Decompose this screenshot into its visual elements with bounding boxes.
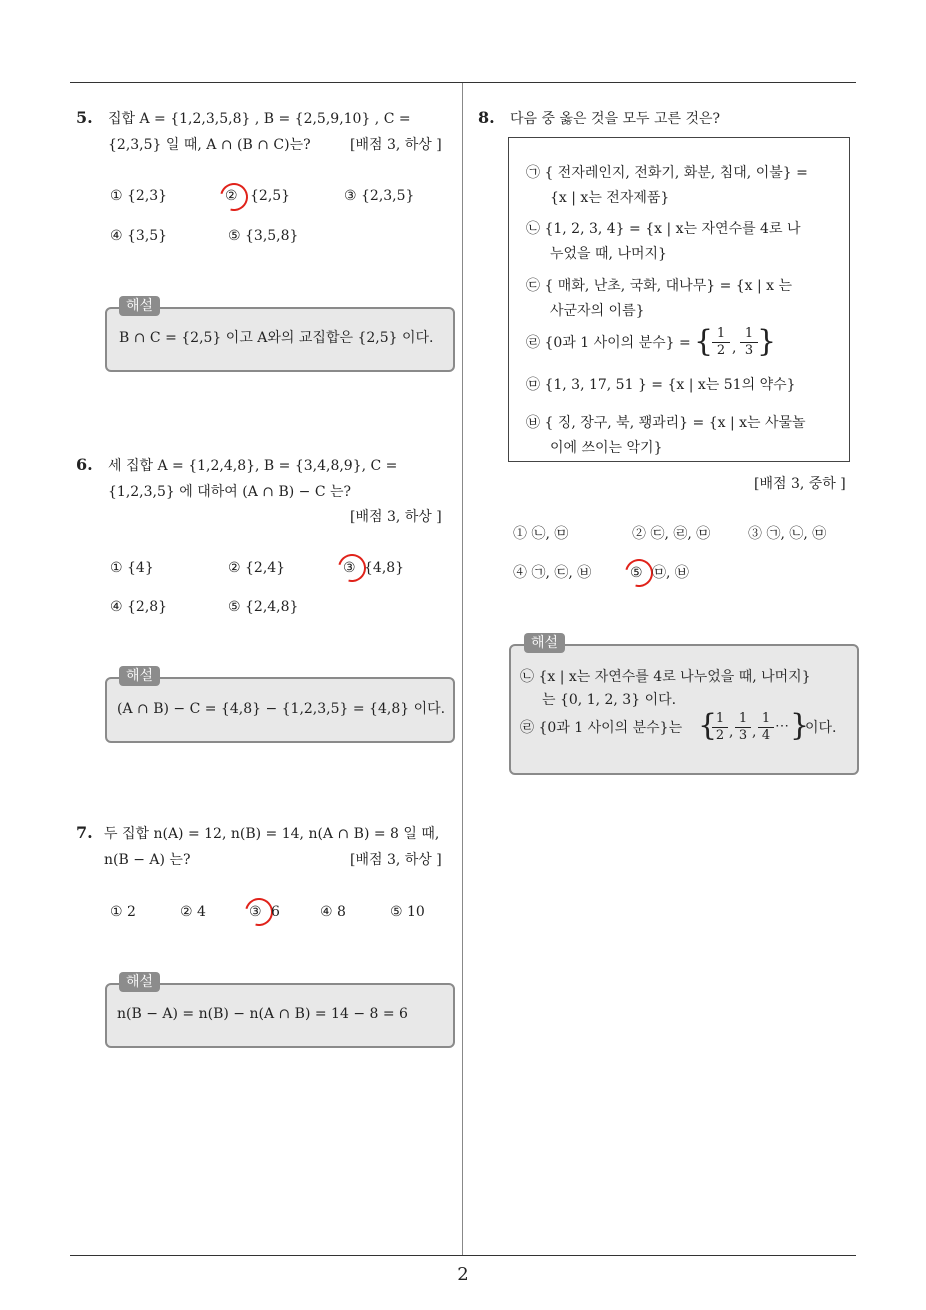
fraction	[740, 326, 758, 359]
option-2-number[interactable]: ②	[225, 188, 238, 204]
question-text-line1: 집합 A = {1,2,3,5,8} , B = {2,5,9,10} , C =	[108, 111, 411, 127]
fraction-denominator: 2	[712, 727, 728, 744]
question-text-line1: 두 집합 n(A) = 12, n(B) = 14, n(A ∩ B) = 8 일 때,	[104, 826, 440, 842]
right-brace: }	[790, 708, 810, 743]
option-3[interactable]: ③ ㉠, ㉡, ㉤	[748, 526, 827, 542]
statement-c-cont: 사군자의 이름}	[550, 303, 645, 319]
question-text-line2: n(B − A) 는?	[104, 852, 191, 868]
statement-e: ㉤ {1, 3, 17, 51 } = {x | x는 51의 약수}	[526, 377, 796, 393]
fraction-denominator: 3	[735, 727, 751, 744]
statement-b-cont: 누었을 때, 나머지}	[550, 246, 667, 262]
option-4[interactable]: ④ {3,5}	[110, 228, 168, 244]
option-2[interactable]: ② {2,4}	[228, 560, 286, 576]
score-meta: [배점 3, 하상 ]	[350, 137, 442, 153]
fraction-numerator: 1	[715, 711, 725, 726]
fraction-denominator: 2	[712, 342, 730, 359]
option-1[interactable]: ① ㉡, ㉤	[513, 526, 569, 542]
statement-a: ㉠ { 전자레인지, 전화기, 화분, 침대, 이불} =	[526, 165, 808, 181]
solution-line-3: ㉣ {0과 1 사이의 분수}는	[520, 720, 683, 736]
fraction-numerator: 1	[716, 326, 726, 341]
option-5-value[interactable]: ㉤, ㉥	[652, 565, 689, 581]
solution-tag: 해설	[524, 633, 565, 653]
fraction-numerator: 1	[761, 711, 771, 726]
score-meta: [배점 3, 하상 ]	[350, 509, 442, 525]
statement-f: ㉥ { 징, 장구, 북, 꽹과리} = {x | x는 사물놀	[526, 415, 806, 431]
solution-text: B ∩ C = {2,5} 이고 A와의 교집합은 {2,5} 이다.	[119, 330, 434, 346]
option-5[interactable]: ⑤ {2,4,8}	[228, 599, 299, 615]
fraction	[712, 711, 728, 744]
right-brace: }	[757, 324, 777, 359]
question-number: 5.	[76, 108, 93, 127]
solution-tag: 해설	[119, 296, 160, 316]
solution-tag: 해설	[119, 666, 160, 686]
option-5[interactable]: ⑤ {3,5,8}	[228, 228, 299, 244]
statement-f-cont: 이에 쓰이는 악기}	[550, 440, 663, 456]
option-4[interactable]: ④ ㉠, ㉢, ㉥	[513, 565, 592, 581]
score-meta: [배점 3, 하상 ]	[350, 852, 442, 868]
column-divider	[462, 83, 463, 1255]
question-text-line2: {1,2,3,5} 에 대하여 (A ∩ B) − C 는?	[108, 484, 352, 500]
comma: ,	[729, 724, 734, 740]
score-meta: [배점 3, 중하 ]	[754, 476, 846, 492]
solution-line-4: 이다.	[805, 720, 837, 736]
solution-text: (A ∩ B) − C = {4,8} − {1,2,3,5} = {4,8} 이다.	[117, 701, 446, 717]
option-3-value[interactable]: {4,8}	[364, 560, 405, 576]
bottom-rule	[70, 1255, 856, 1256]
solution-text: n(B − A) = n(B) − n(A ∩ B) = 14 − 8 = 6	[117, 1006, 408, 1022]
option-2[interactable]: ② 4	[180, 904, 206, 920]
fraction	[735, 711, 751, 744]
top-rule	[70, 82, 856, 83]
option-4[interactable]: ④ {2,8}	[110, 599, 168, 615]
fraction	[758, 711, 774, 744]
page-number: 2	[457, 1264, 469, 1285]
statement-a-cont: {x | x는 전자제품}	[550, 190, 670, 206]
option-1[interactable]: ① {4}	[110, 560, 154, 576]
question-text: 다음 중 옳은 것을 모두 고른 것은?	[510, 111, 721, 127]
comma: ,	[732, 340, 737, 356]
option-2[interactable]: ② ㉢, ㉣, ㉤	[632, 526, 711, 542]
left-brace: {	[698, 708, 718, 743]
option-3[interactable]: ③ {2,3,5}	[344, 188, 415, 204]
comma: ,	[752, 724, 757, 740]
fraction-denominator: 4	[758, 727, 774, 744]
option-5-number[interactable]: ⑤	[630, 565, 643, 581]
option-1[interactable]: ① {2,3}	[110, 188, 168, 204]
solution-line-1: ㉡ {x | x는 자연수를 4로 나누었을 때, 나머지}	[520, 669, 811, 685]
option-3-number[interactable]: ③	[343, 560, 356, 576]
option-3-value[interactable]: 6	[271, 904, 280, 920]
option-3-number[interactable]: ③	[249, 904, 262, 920]
left-brace: {	[694, 324, 714, 359]
fraction-numerator: 1	[738, 711, 748, 726]
question-number: 8.	[478, 108, 495, 127]
statement-c: ㉢ { 매화, 난초, 국화, 대나무} = {x | x 는	[526, 278, 793, 294]
fraction-denominator: 3	[740, 342, 758, 359]
question-text-line2: {2,3,5} 일 때, A ∩ (B ∩ C)는?	[108, 137, 311, 153]
statement-b: ㉡ {1, 2, 3, 4} = {x | x는 자연수를 4로 나	[526, 221, 801, 237]
question-number: 7.	[76, 823, 93, 842]
ellipsis: ⋯	[775, 718, 789, 734]
question-number: 6.	[76, 455, 93, 474]
option-5[interactable]: ⑤ 10	[390, 904, 425, 920]
option-4[interactable]: ④ 8	[320, 904, 346, 920]
option-1[interactable]: ① 2	[110, 904, 136, 920]
question-text-line1: 세 집합 A = {1,2,4,8}, B = {3,4,8,9}, C =	[108, 458, 398, 474]
fraction-numerator: 1	[744, 326, 754, 341]
statement-d: ㉣ {0과 1 사이의 분수} =	[526, 335, 691, 351]
solution-tag: 해설	[119, 972, 160, 992]
solution-line-2: 는 {0, 1, 2, 3} 이다.	[542, 692, 677, 708]
fraction	[712, 326, 730, 359]
option-2-value[interactable]: {2,5}	[250, 188, 291, 204]
